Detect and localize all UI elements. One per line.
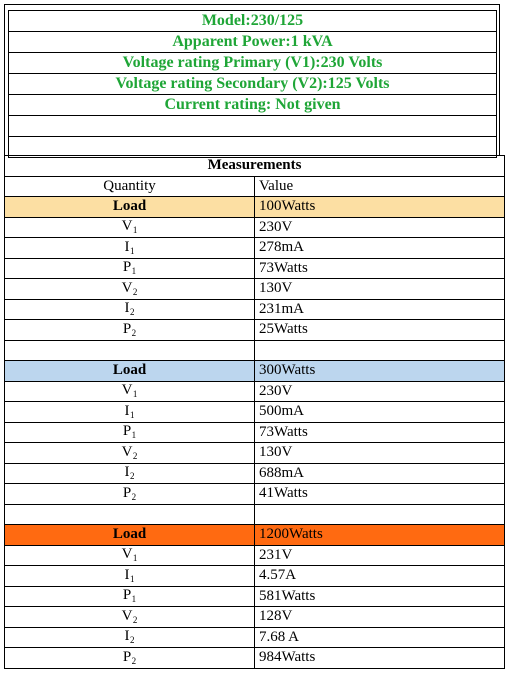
value-cell: 25Watts xyxy=(255,320,505,341)
quantity-cell xyxy=(5,607,255,628)
quantity-cell xyxy=(5,258,255,279)
quantity-subscript: 1 xyxy=(131,430,137,441)
value-cell: 130V xyxy=(255,279,505,300)
measurement-row xyxy=(5,320,505,341)
quantity-symbol: P xyxy=(122,259,132,276)
quantity-subscript: 1 xyxy=(130,573,135,584)
quantity-cell xyxy=(5,217,255,238)
quantity-cell xyxy=(5,586,255,607)
quantity-subscript: 2 xyxy=(131,655,137,666)
spec-apparent-power: Apparent Power:1 kVA xyxy=(9,32,497,53)
load-value: 300Watts xyxy=(255,361,505,382)
quantity-symbol: P xyxy=(122,648,132,665)
quantity-cell xyxy=(5,566,255,587)
header-quantity: Quantity xyxy=(5,176,255,197)
quantity-symbol: I xyxy=(124,628,130,645)
measurements-title-row xyxy=(5,156,505,177)
measurement-row xyxy=(5,484,505,505)
measurement-row xyxy=(5,217,505,238)
value-cell: 7.68 A xyxy=(255,627,505,648)
value-cell: 231V xyxy=(255,545,505,566)
quantity-symbol: P xyxy=(122,484,132,501)
quantity-cell xyxy=(5,627,255,648)
spec-model: Model:230/125 xyxy=(9,11,497,32)
quantity-subscript: 1 xyxy=(131,266,137,277)
spacer-row xyxy=(5,340,505,361)
quantity-symbol: V xyxy=(121,546,133,563)
value-cell: 73Watts xyxy=(255,422,505,443)
value-cell: 581Watts xyxy=(255,586,505,607)
quantity-cell xyxy=(5,238,255,259)
spacer-row xyxy=(5,504,505,525)
measurements-table xyxy=(4,155,505,669)
quantity-symbol: V xyxy=(121,279,133,296)
quantity-cell xyxy=(5,545,255,566)
quantity-symbol: V xyxy=(121,607,133,624)
quantity-cell xyxy=(5,443,255,464)
measurement-row xyxy=(5,627,505,648)
value-cell: 73Watts xyxy=(255,258,505,279)
quantity-symbol: I xyxy=(124,464,130,481)
measurement-row xyxy=(5,422,505,443)
measurement-row xyxy=(5,258,505,279)
quantity-symbol: I xyxy=(124,300,130,317)
load-row xyxy=(5,361,505,382)
quantity-symbol: P xyxy=(122,423,132,440)
spacer-cell xyxy=(255,340,505,361)
quantity-subscript: 1 xyxy=(132,225,138,236)
spec-row-voltage-secondary xyxy=(9,74,497,95)
measurement-row xyxy=(5,566,505,587)
quantity-cell xyxy=(5,320,255,341)
quantity-cell xyxy=(5,299,255,320)
spec-table xyxy=(8,10,497,158)
quantity-symbol: I xyxy=(124,566,130,583)
measurement-row xyxy=(5,443,505,464)
value-cell: 231mA xyxy=(255,299,505,320)
spec-row-apparent-power xyxy=(9,32,497,53)
value-cell: 984Watts xyxy=(255,648,505,669)
measurement-row xyxy=(5,648,505,669)
value-cell: 278mA xyxy=(255,238,505,259)
quantity-subscript: 2 xyxy=(130,307,135,318)
spec-row-current-rating xyxy=(9,95,497,116)
quantity-subscript: 2 xyxy=(131,491,137,502)
quantity-cell xyxy=(5,422,255,443)
load-label: Load xyxy=(5,525,255,546)
spacer-cell xyxy=(5,340,255,361)
quantity-symbol: V xyxy=(121,443,133,460)
quantity-cell xyxy=(5,648,255,669)
quantity-symbol: I xyxy=(124,238,130,255)
measurement-row xyxy=(5,586,505,607)
spec-row-empty xyxy=(9,116,497,137)
quantity-symbol: P xyxy=(122,587,132,604)
measurement-row xyxy=(5,299,505,320)
spec-empty-cell xyxy=(9,116,497,137)
measurement-row xyxy=(5,402,505,423)
spacer-cell xyxy=(255,504,505,525)
quantity-cell xyxy=(5,279,255,300)
value-cell: 230V xyxy=(255,381,505,402)
load-value: 1200Watts xyxy=(255,525,505,546)
quantity-subscript: 2 xyxy=(132,614,138,625)
quantity-subscript: 2 xyxy=(132,286,138,297)
load-label: Load xyxy=(5,197,255,218)
quantity-cell xyxy=(5,381,255,402)
spec-row-voltage-primary xyxy=(9,53,497,74)
measurements-header-row xyxy=(5,176,505,197)
quantity-symbol: V xyxy=(121,382,133,399)
quantity-subscript: 1 xyxy=(132,389,138,400)
spec-voltage-secondary: Voltage rating Secondary (V2):125 Volts xyxy=(9,74,497,95)
quantity-subscript: 2 xyxy=(130,471,135,482)
quantity-cell xyxy=(5,463,255,484)
quantity-symbol: P xyxy=(122,320,132,337)
quantity-cell xyxy=(5,402,255,423)
quantity-subscript: 1 xyxy=(131,594,137,605)
load-label: Load xyxy=(5,361,255,382)
value-cell: 130V xyxy=(255,443,505,464)
value-cell: 500mA xyxy=(255,402,505,423)
load-value: 100Watts xyxy=(255,197,505,218)
quantity-cell xyxy=(5,484,255,505)
load-row xyxy=(5,197,505,218)
measurement-row xyxy=(5,545,505,566)
value-cell: 688mA xyxy=(255,463,505,484)
quantity-symbol: I xyxy=(124,402,130,419)
value-cell: 4.57A xyxy=(255,566,505,587)
quantity-subscript: 1 xyxy=(130,245,135,256)
quantity-subscript: 1 xyxy=(132,553,138,564)
measurement-row xyxy=(5,279,505,300)
measurement-row xyxy=(5,607,505,628)
measurement-row xyxy=(5,463,505,484)
value-cell: 230V xyxy=(255,217,505,238)
value-cell: 41Watts xyxy=(255,484,505,505)
spec-current-rating: Current rating: Not given xyxy=(9,95,497,116)
spacer-cell xyxy=(5,504,255,525)
quantity-subscript: 2 xyxy=(132,450,138,461)
load-row xyxy=(5,525,505,546)
quantity-subscript: 2 xyxy=(130,635,135,646)
quantity-subscript: 2 xyxy=(131,327,137,338)
spec-row-model xyxy=(9,11,497,32)
value-cell: 128V xyxy=(255,607,505,628)
measurements-title: Measurements xyxy=(5,156,505,177)
measurement-row xyxy=(5,381,505,402)
quantity-symbol: V xyxy=(121,218,133,235)
measurement-row xyxy=(5,238,505,259)
quantity-subscript: 1 xyxy=(130,409,135,420)
spec-voltage-primary: Voltage rating Primary (V1):230 Volts xyxy=(9,53,497,74)
header-value: Value xyxy=(255,176,505,197)
